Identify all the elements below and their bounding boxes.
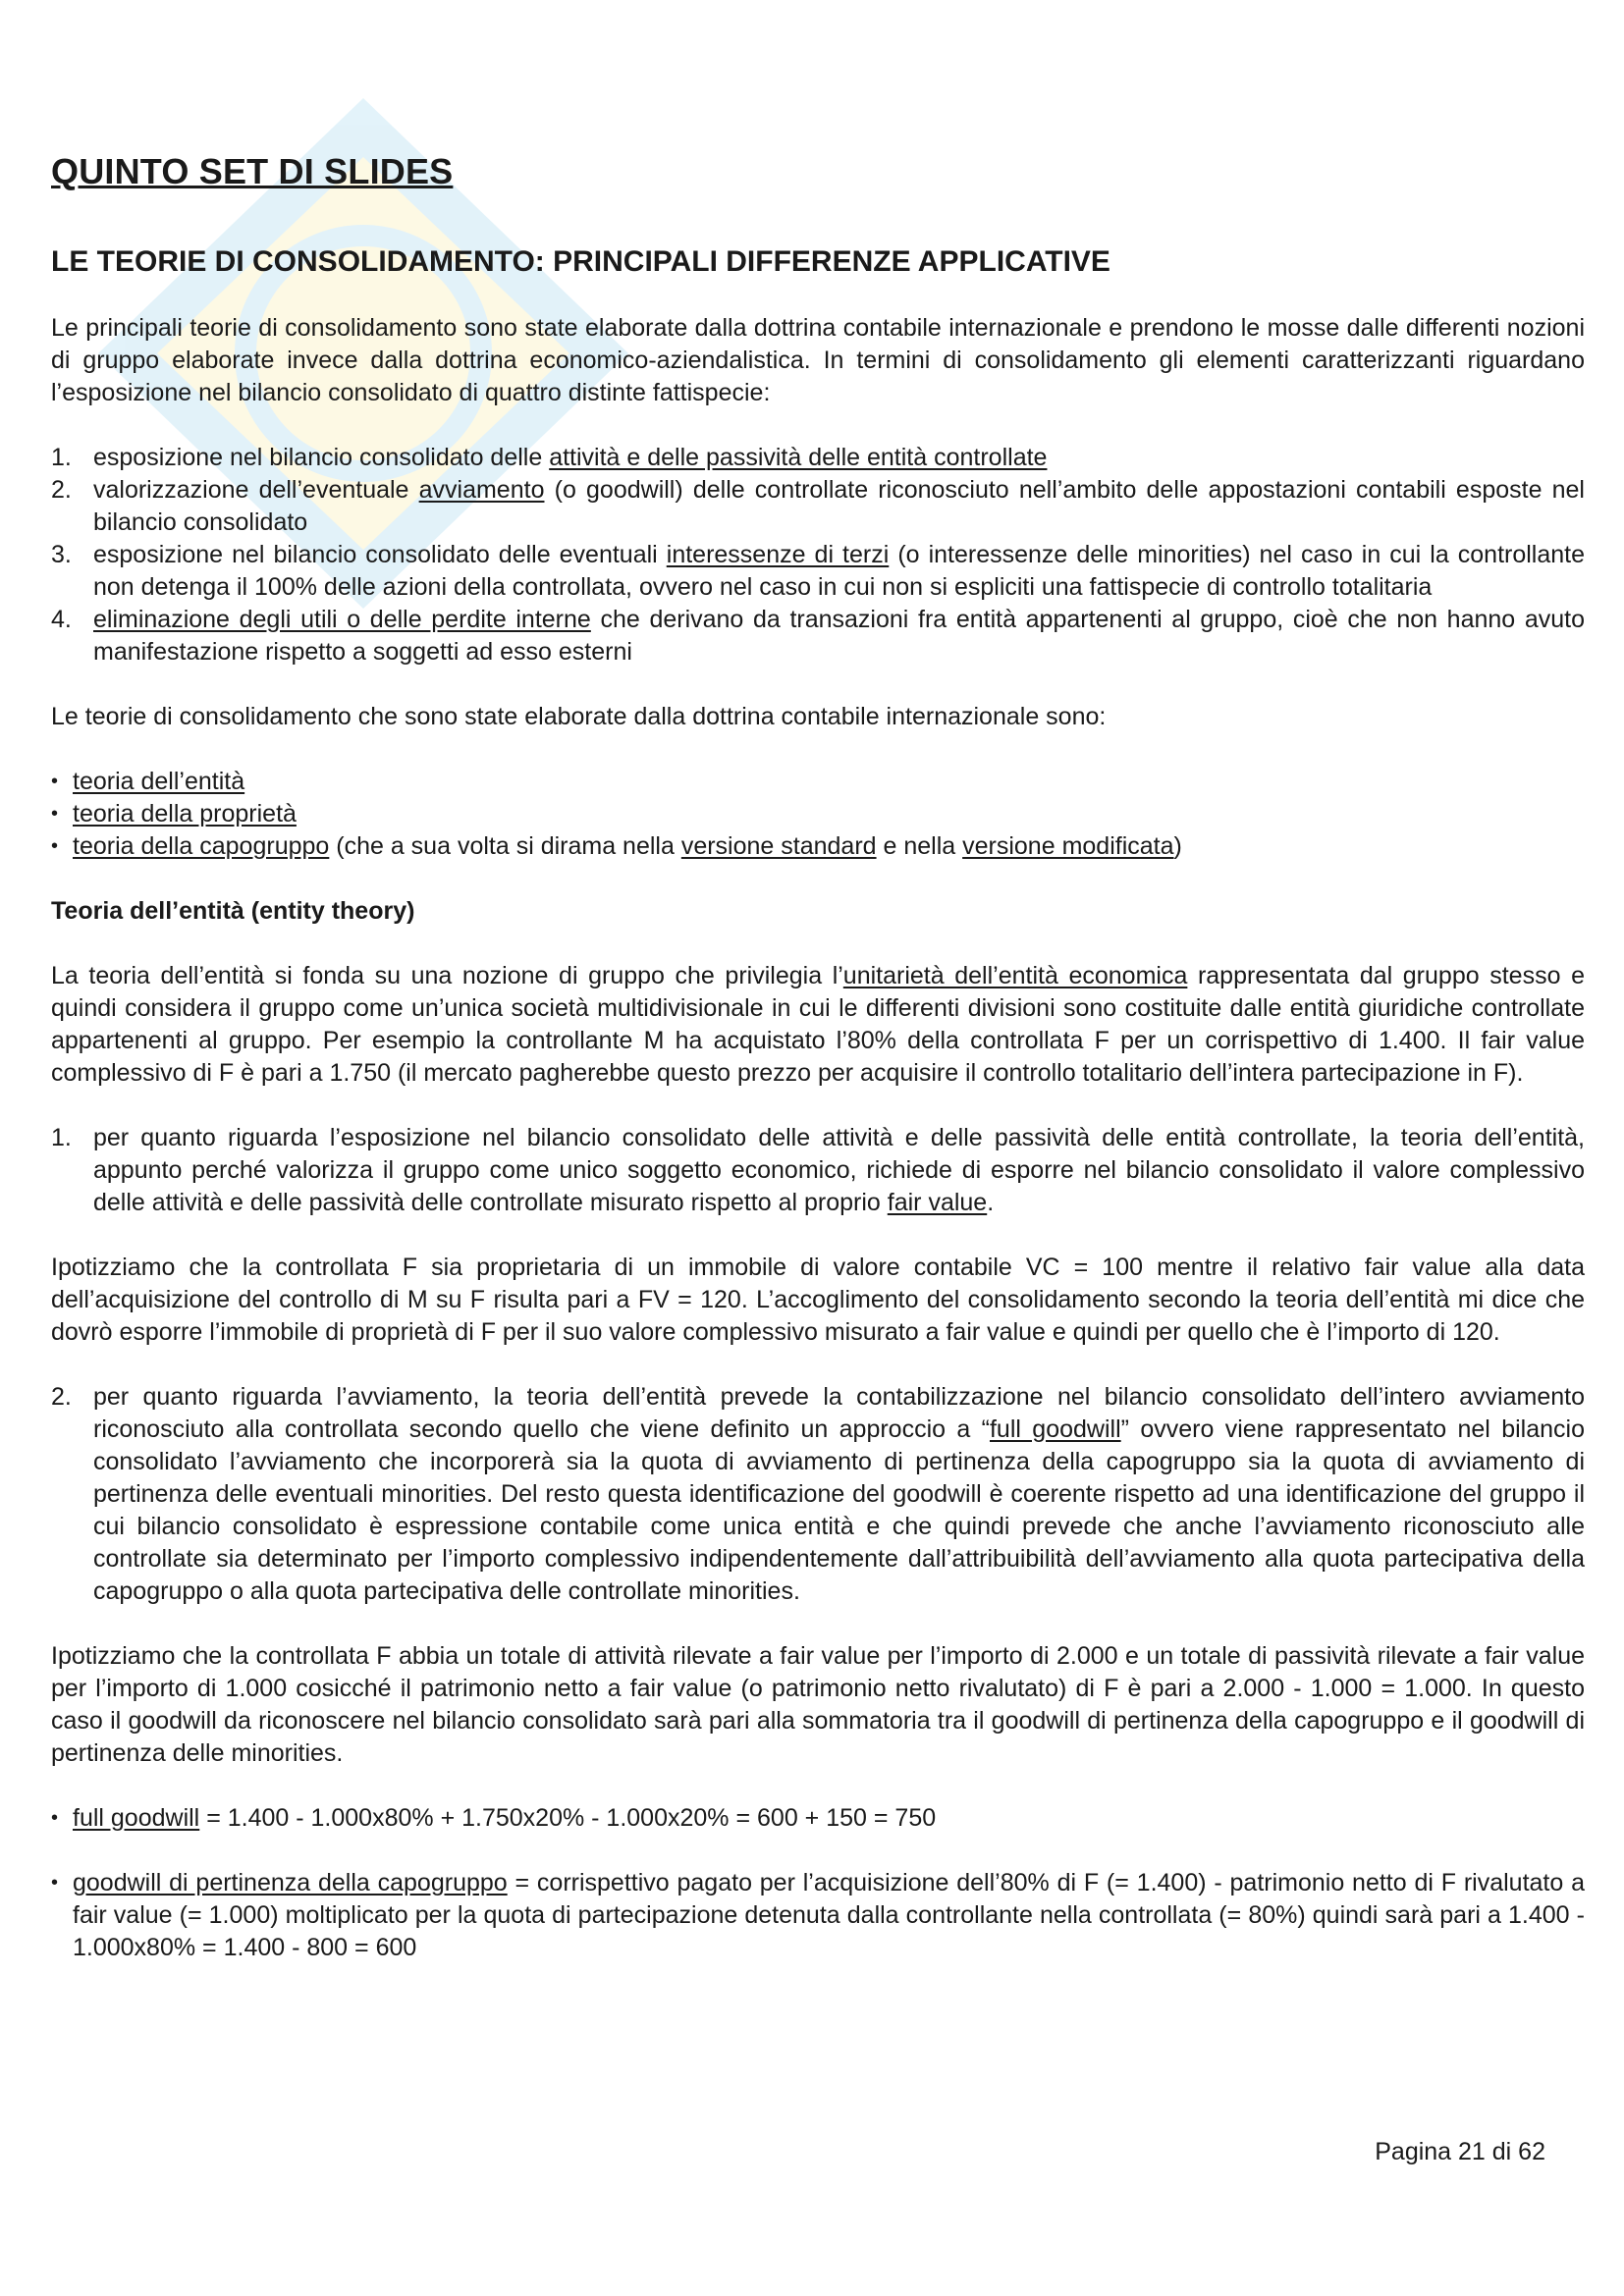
bullet-icon: •	[51, 771, 59, 792]
elements-list	[51, 442, 1585, 668]
bullet-icon: •	[51, 1807, 59, 1829]
bullet-icon: •	[51, 803, 59, 825]
underlined-term: teoria della capogruppo	[73, 832, 330, 860]
list-item: • teoria della capogruppo (che a sua volta si dirama nella versione standard e nella versione modificata)	[51, 830, 1585, 863]
calc-list	[51, 1802, 1585, 1835]
example-paragraph: Ipotizziamo che la controllata F sia proprietaria di un immobile di valore contabile VC = 100 mentre il relativo fair value alla data dell’acquisizione del controllo di M su F risulta pari a FV = 120. L’accoglimento del consolidamento secondo la teoria dell’entità mi dice che dovrò esporre l’immobile di proprietà di F per il suo valore complessivo misurato a fair value e quindi per quello che è l’importo di 120.	[51, 1254, 1585, 1346]
list-number: 4.	[51, 606, 72, 633]
entity-paragraph: La teoria dell’entità si fonda su una nozione di gruppo che privilegia l’unitarietà dell’entità economica rappresentata dal gruppo stesso e quindi considera il gruppo come un’unica società multidivisionale in cui le differenti divisioni sono costituite dalle entità giuridiche controllate appartenenti al gruppo. Per esempio la controllante M ha acquistato l’80% della controllata F per un corrispettivo di 1.400. Il fair value complessivo di F è pari a 1.750 (il mercato pagherebbe questo prezzo per acquisire il controllo totalitario dell’intera partecipazione in F).	[51, 962, 1585, 1087]
list-number: 2.	[51, 476, 72, 504]
underlined-term: avviamento	[418, 476, 545, 504]
theories-list	[51, 766, 1585, 863]
list-number: 3.	[51, 541, 72, 568]
bullet-icon: •	[51, 1872, 59, 1894]
list-item	[51, 766, 1585, 798]
list-item: • goodwill di pertinenza della capogruppo = corrispettivo pagato per l’acquisizione dell’80% di F (= 1.400) - patrimonio netto di F rivalutato a fair value (= 1.000) moltiplicato per la quota di partecipazione detenuta dalla controllante nella controllata (= 80%) quindi sarà pari a 1.400 - 1.000x80% = 1.400 - 800 = 600	[51, 1869, 1585, 1961]
list-number: 2.	[51, 1383, 72, 1411]
page-number: Pagina 21 di 62	[1375, 2138, 1545, 2165]
underlined-term: versione standard	[680, 832, 877, 860]
underlined-term: fair value	[887, 1189, 988, 1216]
list-item: 2. per quanto riguarda l’avviamento, la teoria dell’entità prevede la contabilizzazione nel bilancio consolidato dell’intero avviamento riconosciuto alla controllata secondo quello che viene definito un approccio a “full goodwill” ovvero viene rappresentato nel bilancio consolidato l’avviamento che incorporerà sia la quota di avviamento di pertinenza della capogruppo sia la quota di avviamento di pertinenza delle eventuali minorities. Del resto questa identificazione del goodwill è coerente rispetto ad una identificazione del gruppo il cui bilancio consolidato è espressione contabile come unica entità e che quindi prevede che anche l’avviamento riconosciuto alle controllate sia determinato per l’importo complessivo indipendentemente dall’attribuibilità dell’avviamento alla quota partecipativa della capogruppo o alla quota partecipativa delle controllate minorities.	[51, 1383, 1585, 1605]
document-body	[51, 312, 1585, 1964]
section-title: LE TEORIE DI CONSOLIDAMENTO: PRINCIPALI DIFFERENZE APPLICATIVE	[51, 245, 1110, 278]
list-item: 1. esposizione nel bilancio consolidato delle attività e delle passività delle entità controllate	[51, 442, 1585, 474]
underlined-term: unitarietà dell’entità economica	[842, 962, 1188, 989]
underlined-term: teoria della proprietà	[73, 800, 297, 828]
list-item: 4. eliminazione degli utili o delle perdite interne che derivano da transazioni fra entità appartenenti al gruppo, cioè che non hanno avuto manifestazione rispetto a soggetti ad esso esterni	[51, 606, 1586, 666]
underlined-term: goodwill di pertinenza della capogruppo	[73, 1869, 508, 1896]
list-item: 2. valorizzazione dell’eventuale avviamento (o goodwill) delle controllate riconosciuto nell’ambito delle appostazioni contabili esposte nel bilancio consolidato	[51, 476, 1585, 536]
entity-list-1	[51, 1122, 1585, 1219]
list-number: 1.	[51, 1124, 72, 1151]
underlined-term: eliminazione degli utili o delle perdite interne	[93, 606, 591, 633]
entity-list-2	[51, 1381, 1585, 1608]
underlined-term: interessenze di terzi	[666, 541, 890, 568]
theories-intro: Le teorie di consolidamento che sono state elaborate dalla dottrina contabile internazionale sono:	[51, 703, 1107, 730]
list-number: 1.	[51, 444, 72, 471]
bullet-icon: •	[51, 835, 59, 857]
list-item: 1. per quanto riguarda l’esposizione nel bilancio consolidato delle attività e delle passività delle entità controllate, la teoria dell’entità, appunto perché valorizza il gruppo come unico soggetto economico, richiede di esporre nel bilancio consolidato il valore complessivo delle attività e delle passività delle controllate misurato rispetto al proprio fair value.	[51, 1124, 1585, 1216]
underlined-term: versione modificata	[962, 832, 1174, 860]
intro-paragraph: Le principali teorie di consolidamento sono state elaborate dalla dottrina contabile internazionale e prendono le mosse dalle differenti nozioni di gruppo elaborate invece dalla dottrina economico-aziendalistica. In termini di consolidamento gli elementi caratterizzanti riguardano l’esposizione nel bilancio consolidato di quattro distinte fattispecie:	[51, 314, 1585, 406]
underlined-term: attività e delle passività delle entità controllate	[549, 444, 1048, 471]
list-item: • full goodwill = 1.400 - 1.000x80% + 1.750x20% - 1.000x20% = 600 + 150 = 750	[51, 1802, 1585, 1835]
list-item: 3. esposizione nel bilancio consolidato delle eventuali interessenze di terzi (o interessenze delle minorities) nel caso in cui la controllante non detenga il 100% delle azioni della controllata, ovvero nel caso in cui non si espliciti una fattispecie di controllo totalitaria	[51, 541, 1586, 601]
list-item	[51, 798, 1585, 830]
underlined-term: teoria dell’entità	[73, 768, 245, 795]
underlined-term: full goodwill	[73, 1804, 200, 1832]
calc-list	[51, 1867, 1585, 1964]
example-paragraph: Ipotizziamo che la controllata F abbia un totale di attività rilevate a fair value per l’importo di 2.000 e un totale di passività rilevate a fair value per l’importo di 1.000 cosicché il patrimonio netto a fair value (o patrimonio netto rivalutato) di F è pari a 2.000 - 1.000 = 1.000. In questo caso il goodwill da riconoscere nel bilancio consolidato sarà pari alla sommatoria tra il goodwill di pertinenza della capogruppo e il goodwill di pertinenza delle minorities.	[51, 1642, 1585, 1767]
underlined-term: full goodwill	[989, 1415, 1121, 1443]
subsection-heading: Teoria dell’entità (entity theory)	[51, 897, 415, 925]
page-title: QUINTO SET DI SLIDES	[51, 151, 454, 191]
